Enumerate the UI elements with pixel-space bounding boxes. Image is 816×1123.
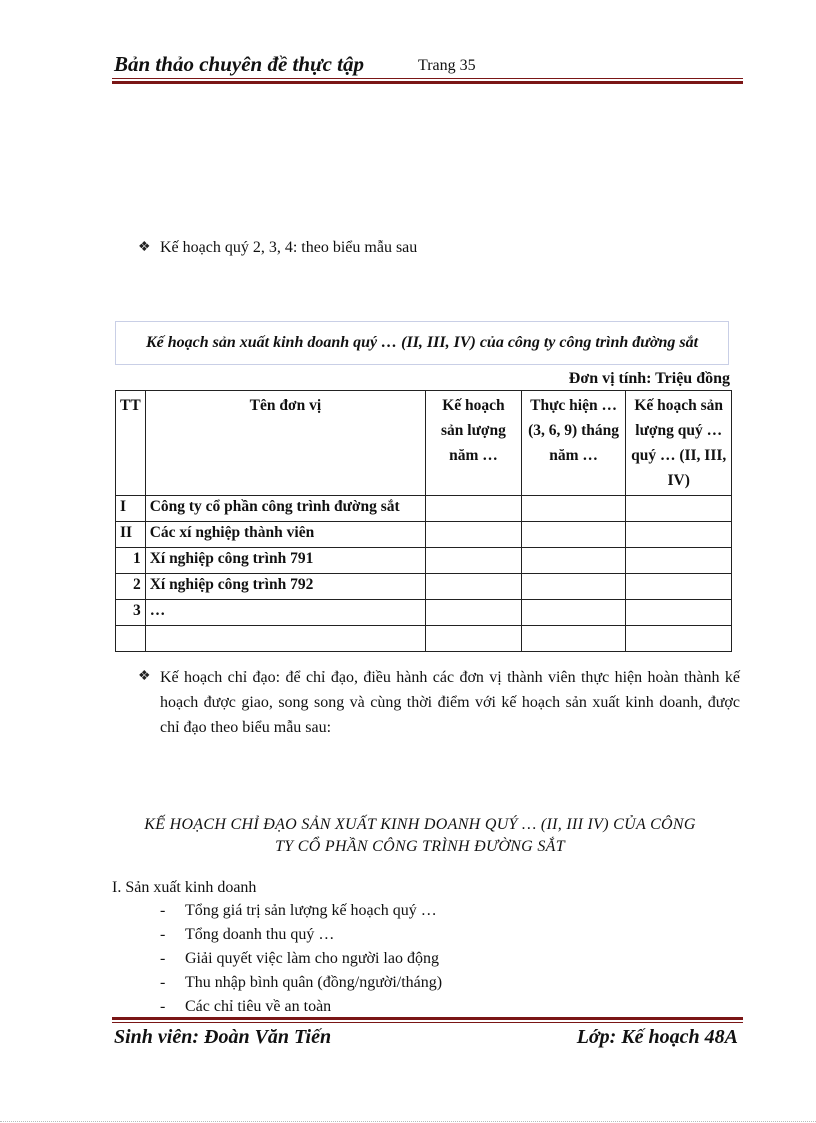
row-tt (116, 626, 146, 652)
footer-rule-thin (112, 1022, 743, 1023)
diamond-bullet-icon: ❖ (138, 240, 151, 255)
dash-bullet: - (160, 902, 166, 919)
page-number: Trang 35 (418, 57, 476, 74)
dash-bullet: - (160, 974, 166, 991)
footer-rule-thick (112, 1017, 743, 1020)
row-cell (521, 600, 626, 626)
header-unit-name: Tên đơn vị (145, 391, 425, 496)
footer-student: Sinh viên: Đoàn Văn Tiến (114, 1026, 332, 1048)
table-header-row (116, 391, 732, 496)
unit-label: Đơn vị tính: Triệu đồng (568, 370, 730, 387)
table-row (116, 574, 732, 600)
page-bottom-divider (0, 1121, 816, 1122)
bullet-direction-plan-text: Kế hoạch chỉ đạo: để chỉ đạo, điều hành các đơn vị thành viên thực hiện hoàn thành kế hoạch được giao, song song và cùng thời điểm với kế hoạch sản xuất kinh doanh, được chỉ đạo theo biểu mẫu sau: (160, 669, 740, 736)
direction-plan-title-line2: TY CỔ PHẦN CÔNG TRÌNH ĐƯỜNG SẮT (275, 838, 565, 855)
list-item (160, 926, 442, 950)
row-cell (521, 522, 626, 548)
bullet-quarter-plan (138, 239, 417, 257)
row-tt: 2 (116, 574, 146, 600)
row-name: Xí nghiệp công trình 792 (145, 574, 425, 600)
row-name (145, 626, 425, 652)
row-cell (521, 626, 626, 652)
list-item (160, 974, 442, 998)
row-cell (521, 574, 626, 600)
diamond-bullet-icon: ❖ (138, 669, 151, 684)
table-row (116, 548, 732, 574)
row-name: … (145, 600, 425, 626)
header-plan-year: Kế hoạch sản lượng năm … (426, 391, 522, 496)
row-cell (626, 626, 732, 652)
dash-bullet: - (160, 926, 166, 943)
production-plan-table (115, 390, 732, 652)
row-tt: II (116, 522, 146, 548)
list-item-text: Các chỉ tiêu về an toàn (185, 998, 332, 1015)
table-title (115, 321, 729, 365)
row-cell (426, 626, 522, 652)
row-tt: 3 (116, 600, 146, 626)
table-row (116, 626, 732, 652)
row-tt: 1 (116, 548, 146, 574)
row-cell (426, 522, 522, 548)
row-cell (426, 496, 522, 522)
bullet-direction-plan (138, 668, 160, 685)
row-cell (521, 496, 626, 522)
row-tt: I (116, 496, 146, 522)
list-item-text: Giải quyết việc làm cho người lao động (185, 950, 439, 967)
list-item (160, 902, 442, 926)
row-cell (626, 600, 732, 626)
list-item-text: Tổng doanh thu quý … (185, 926, 335, 943)
row-cell (626, 522, 732, 548)
footer-class: Lớp: Kế hoạch 48A (576, 1026, 738, 1048)
row-name: Xí nghiệp công trình 791 (145, 548, 425, 574)
row-name: Các xí nghiệp thành viên (145, 522, 425, 548)
row-cell (521, 548, 626, 574)
list-item (160, 950, 442, 974)
header-tt: TT (116, 391, 146, 496)
row-name: Công ty cổ phần công trình đường sắt (145, 496, 425, 522)
row-cell (426, 548, 522, 574)
bullet-quarter-plan-text: Kế hoạch quý 2, 3, 4: theo biểu mẫu sau (160, 239, 418, 256)
table-row (116, 496, 732, 522)
list-item-text: Thu nhập bình quân (đồng/người/tháng) (185, 974, 443, 991)
direction-plan-title-line1: KẾ HOẠCH CHỈ ĐẠO SẢN XUẤT KINH DOANH QUÝ … (II, III IV) CỦA CÔNG (144, 816, 696, 833)
row-cell (426, 574, 522, 600)
dash-bullet: - (160, 998, 166, 1015)
header-plan-quarter: Kế hoạch sản lượng quý …quý … (II, III, IV) (626, 391, 732, 496)
row-cell (626, 496, 732, 522)
table-row (116, 600, 732, 626)
row-cell (626, 574, 732, 600)
header-rule-thick (112, 81, 743, 84)
list-item-text: Tổng giá trị sản lượng kế hoạch quý … (185, 902, 437, 919)
header-actual: Thực hiện … (3, 6, 9) tháng năm … (521, 391, 626, 496)
table-row (116, 522, 732, 548)
document-header-title: Bản thảo chuyên đề thực tập (114, 52, 365, 76)
header-rule-thin (112, 78, 743, 79)
section-list (160, 902, 442, 1022)
table-title-text: Kế hoạch sản xuất kinh doanh quý … (II, III, IV) của công ty công trình đường sắt (145, 334, 699, 351)
direction-plan-title (110, 814, 730, 858)
row-cell (426, 600, 522, 626)
dash-bullet: - (160, 950, 166, 967)
section-heading: I. Sản xuất kinh doanh (112, 879, 257, 896)
row-cell (626, 548, 732, 574)
